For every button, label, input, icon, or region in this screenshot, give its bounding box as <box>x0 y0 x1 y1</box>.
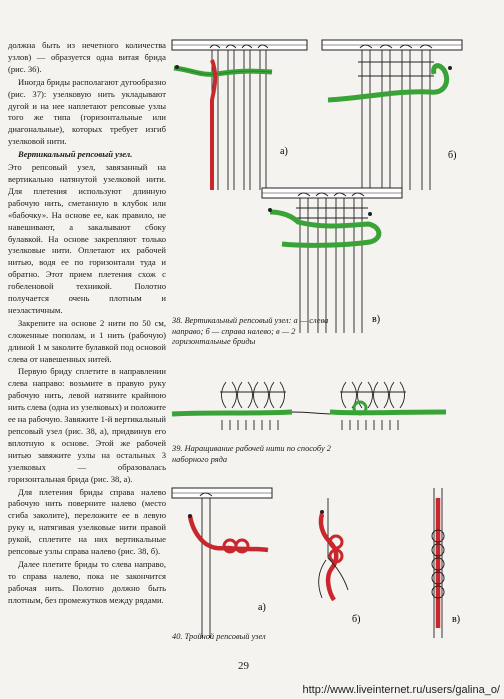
paragraph: Первую бриду сплетите в направлении слева направо: возьмите в правую руку рабочую нить, левой натяните крайнюю нить слева (одна из узелковых) и положите ее на рабочую. Завяжите 1-й вертикальный репсовый узел (рис. 38, а), придвинув его вплотную к основе. Этой же рабочей нитью завяжите узлы на остальных 3 узелковых — образовалась горизонтальная брида (рис. 38, а). <box>8 366 166 484</box>
paragraph: Иногда бриды располагают дугообразно (рис. 37): узелковую нить укладывают дугой и на нее наплетают репсовые узлы того же типа (горизонтальные или диагональные), которых требует изгиб узелковой нити. <box>8 76 166 147</box>
figure-label: б) <box>352 614 361 625</box>
paragraph: Для плетения бриды справа налево рабочую нить поверните налево (место сгиба заколите), переложите ее в левую руку и, натягивая узелковые нити правой рукой, сплетите на них вертикальные репсовые узлы справа налево (рис. 38, б). <box>8 486 166 557</box>
figure-caption: 40. Тройной репсовый узел <box>172 632 266 641</box>
svg-text:в): в) <box>372 314 381 325</box>
figure-38a <box>172 40 312 190</box>
paragraph: Закрепите на основе 2 нити по 50 см, сложенные пополам, и 1 нить (рабочую) длиной 1 м заколите булавкой под основой слева от навешенных нитей. <box>8 317 166 364</box>
footer-url[interactable]: http://www.liveinternet.ru/users/galina_o/ <box>302 684 500 696</box>
paragraph: должна быть из нечетного количества узлов) — образуется одна витая брида (рис. 36). <box>8 40 166 74</box>
paragraph: Далее плетите бриды то слева направо, то справа налево, пока не закончится рабочая нить. Полотно должно быть плотным, без промежутков между рядами. <box>8 558 166 605</box>
section-heading: Вертикальный репсовый узел. <box>18 149 133 160</box>
figure-38c-label <box>368 310 398 326</box>
figure-38b <box>322 40 472 190</box>
figure-caption: 39. Наращивание рабочей нити по способу 2 наборного ряда <box>172 444 331 464</box>
figure-label: б) <box>448 150 457 161</box>
figure-caption: 38. Вертикальный репсовый узел: а — слева направо; б — справа налево; в — 2 горизонтальные бриды <box>172 316 329 346</box>
figure-40b <box>308 498 388 638</box>
paragraph: Это репсовый узел, завязанный на вертикально натянутой узелковой нити. Для плетения используют длинную рабочую нить, сметанную в клубок или «бабочку». На основе ее, как правило, не навешивают, а закалывают сбоку булавкой. На основе закрепляют только узелковые нити. Оплетают их рабочей нитью, водя ее по горизонтали туда и обратно. Этот прием плетения схож с гобеленовой техникой. Полотно получается очень плотным и неэластичным. <box>8 162 166 315</box>
text-column <box>8 40 166 607</box>
figure-label: а) <box>258 602 266 613</box>
figure-40a <box>172 488 282 638</box>
figure-39 <box>170 380 470 450</box>
figure-label: в) <box>452 614 461 625</box>
figure-label: а) <box>280 146 288 157</box>
page-number: 29 <box>238 660 249 672</box>
figure-40c <box>418 488 478 638</box>
